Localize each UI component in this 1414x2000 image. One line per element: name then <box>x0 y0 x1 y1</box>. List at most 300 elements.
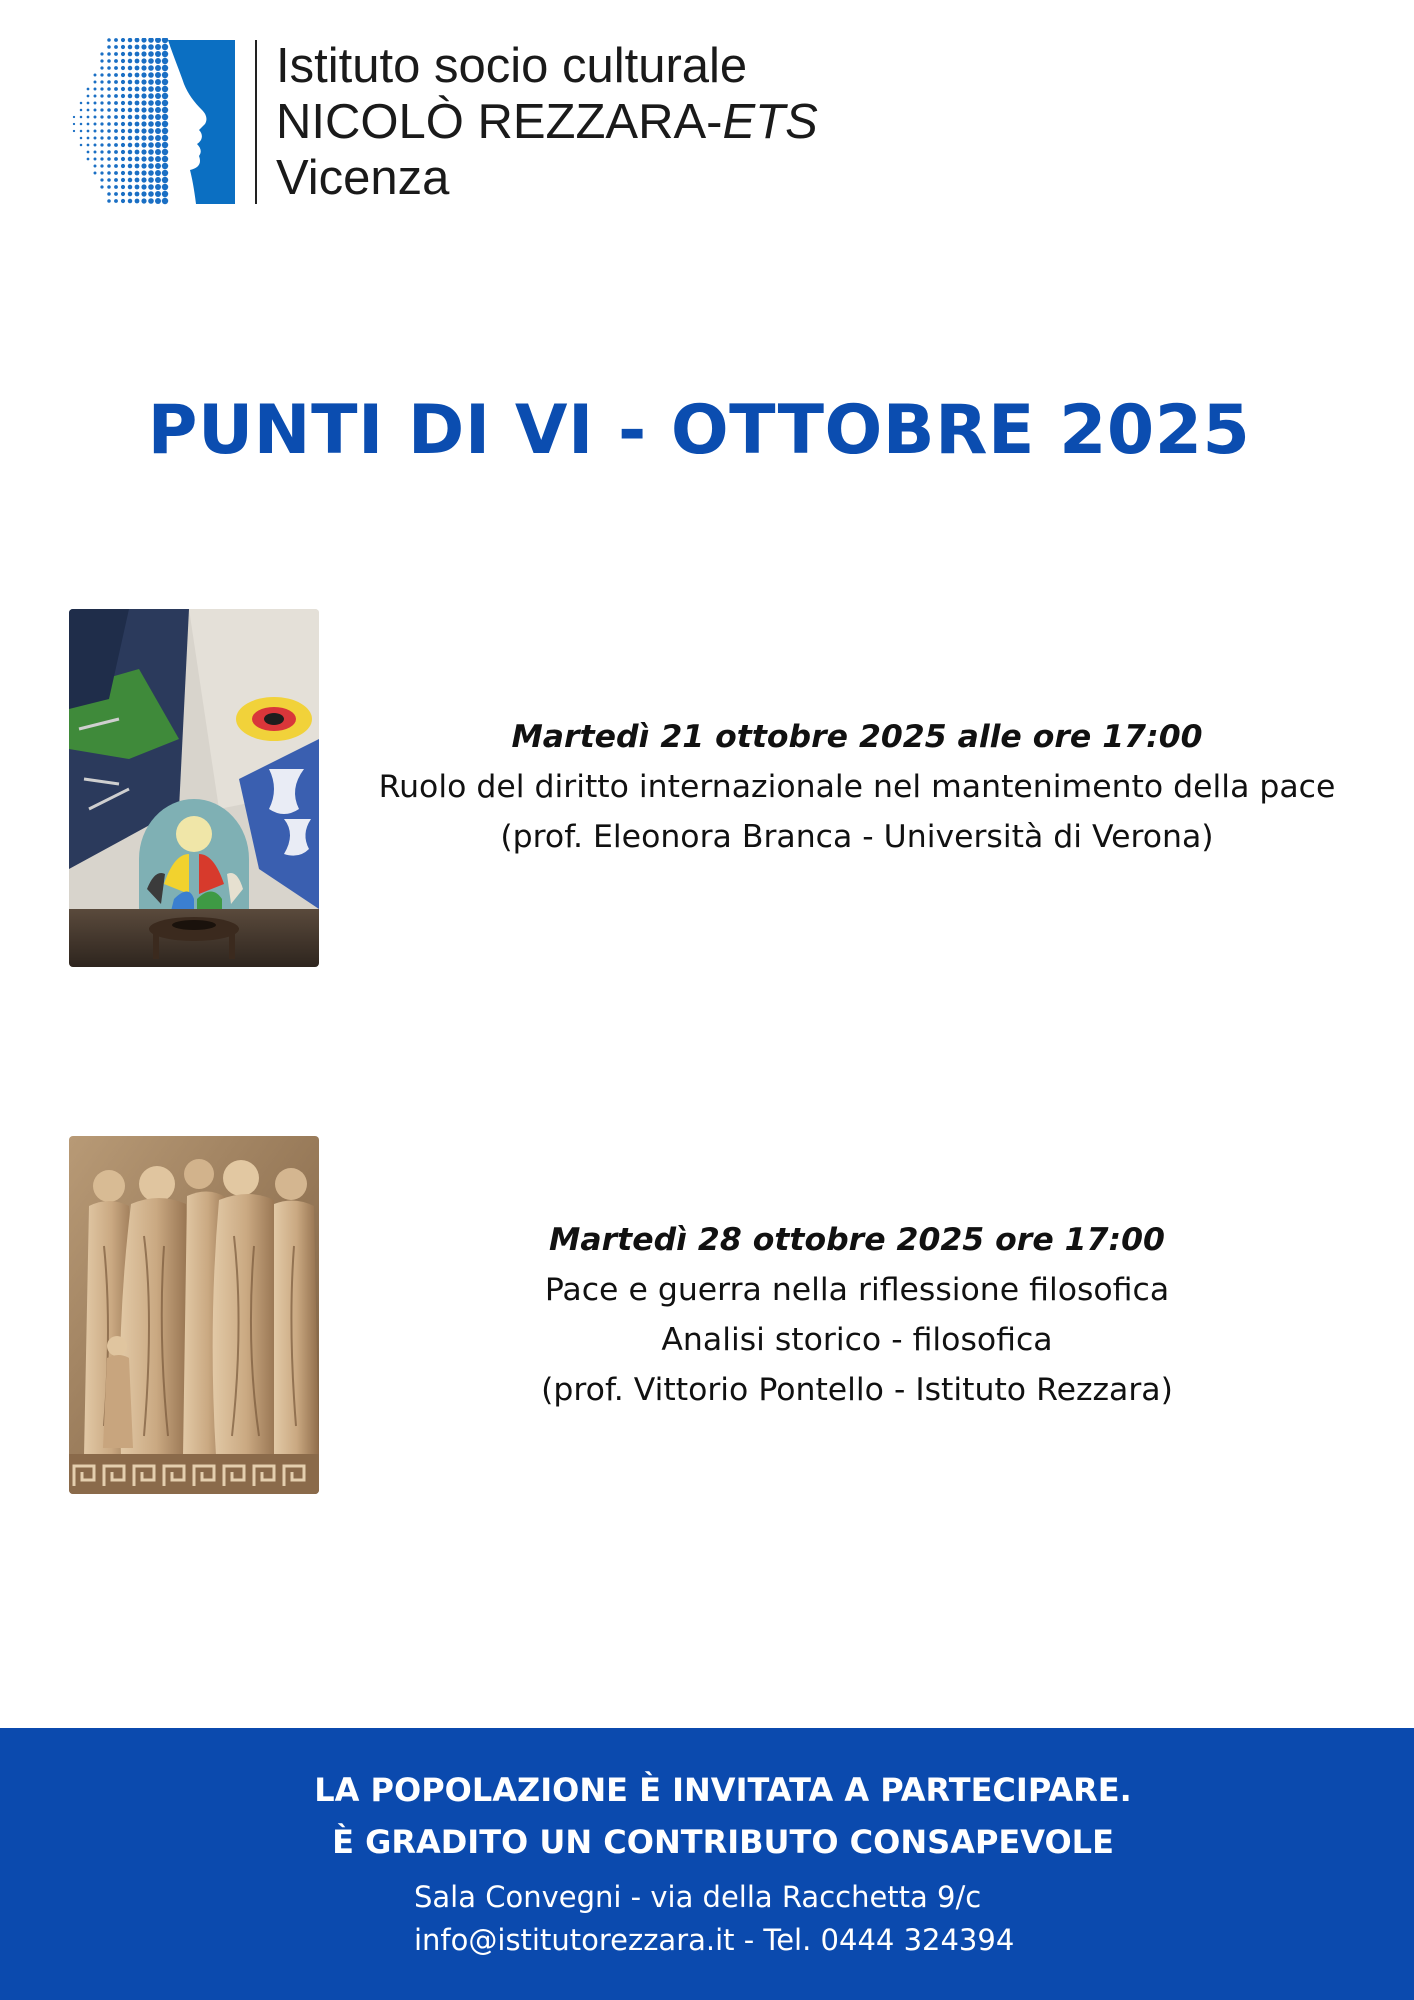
logo-dot <box>128 108 132 112</box>
logo-dot <box>155 79 161 85</box>
logo-dot <box>100 143 103 146</box>
logo-dot <box>121 59 125 63</box>
logo-wordmark <box>276 38 818 206</box>
logo-dot <box>162 135 168 141</box>
logo-dot <box>100 171 103 174</box>
logo-dot <box>121 101 125 105</box>
logo-dot <box>100 122 103 125</box>
logo-dot <box>135 52 140 57</box>
logo-dot <box>121 122 125 126</box>
logo-dot <box>135 192 140 197</box>
logo-dot <box>121 164 125 168</box>
logo-dot <box>87 123 90 126</box>
logo-dot <box>141 79 146 84</box>
logo-dot <box>73 130 75 132</box>
logo-dot <box>128 185 132 189</box>
logo-dot <box>141 65 146 70</box>
logo-dot <box>141 86 146 91</box>
logo-dot <box>155 86 161 92</box>
logo-dot <box>135 87 140 92</box>
logo-dot <box>162 149 168 155</box>
roman-relief-sculpture-icon <box>69 1136 319 1494</box>
logo-dot <box>162 170 168 176</box>
logo-dot <box>135 143 140 148</box>
logo-dot <box>162 93 168 99</box>
logo-dot <box>100 80 103 83</box>
logo-dot <box>148 184 154 190</box>
logo-dot <box>121 45 125 49</box>
logo-dot <box>162 114 168 120</box>
logo-dot <box>128 192 132 196</box>
logo-dot <box>128 136 132 140</box>
logo-dot <box>107 66 111 70</box>
logo-dot <box>135 164 140 169</box>
logo-dot <box>107 185 111 189</box>
logo-dot <box>162 100 168 106</box>
logo-dot <box>121 73 125 77</box>
logo-dot <box>162 79 168 85</box>
logo-dot <box>87 144 90 147</box>
logo-dot <box>121 171 125 175</box>
logo-dot <box>87 158 90 161</box>
logo-dot <box>148 93 154 99</box>
logo-dot <box>128 73 132 77</box>
logo-dot <box>155 72 161 78</box>
logo-dot <box>107 122 111 126</box>
logo-dot <box>114 52 118 56</box>
logo-dot <box>162 86 168 92</box>
logo-dot <box>162 51 168 57</box>
logo-dot <box>155 177 161 183</box>
logo-dot <box>114 38 118 42</box>
footer-invitation-line-1: LA POPOLAZIONE È INVITATA A PARTECIPARE. <box>314 1771 1132 1809</box>
logo-dot <box>114 143 118 147</box>
logo-dot <box>121 143 125 147</box>
logo-dot <box>155 163 161 169</box>
logo-dot <box>155 58 161 64</box>
logo-dot <box>94 144 97 147</box>
logo-dot <box>141 156 146 161</box>
logo-dot <box>80 137 83 140</box>
logo-dot <box>100 157 103 160</box>
logo-dot <box>94 151 97 154</box>
logo-dot <box>121 178 125 182</box>
logo-dot <box>100 73 103 76</box>
logo-dot <box>100 136 103 139</box>
logo-dot <box>155 149 161 155</box>
event-1-date: Martedì 21 ottobre 2025 alle ore 17:00 <box>511 719 1203 755</box>
event-2-image <box>69 1136 319 1494</box>
event-1-details <box>345 712 1369 862</box>
logo-dot <box>121 150 125 154</box>
logo-dot <box>155 198 161 204</box>
logo-dot <box>107 150 111 154</box>
footer-invitation <box>0 1764 1414 1868</box>
logo-dot <box>100 185 103 188</box>
logo-dot <box>162 177 168 183</box>
logo-dot <box>107 192 111 196</box>
logo-dot <box>80 116 83 119</box>
logo-dot <box>128 59 132 63</box>
logo-dot <box>135 59 140 64</box>
logo-dot <box>107 164 111 168</box>
logo-dot <box>80 102 83 105</box>
logo-dot <box>162 44 168 50</box>
logo-dot <box>128 45 132 49</box>
logo-dot <box>80 144 83 147</box>
logo-dot <box>114 80 118 84</box>
logo-dot <box>121 157 125 161</box>
logo-dot <box>100 129 103 132</box>
peace-chapel-mural-icon <box>69 609 319 967</box>
logo-dot <box>155 44 161 50</box>
logo-dot <box>162 38 168 43</box>
logo-dot <box>162 156 168 162</box>
logo-dot <box>148 163 154 169</box>
logo-dot <box>94 109 97 112</box>
logo-dot <box>80 109 83 112</box>
logo-dot <box>162 58 168 64</box>
logo-dot <box>128 171 132 175</box>
logo-dot <box>148 72 154 78</box>
logo-dot <box>128 164 132 168</box>
logo-dot <box>73 123 75 125</box>
logo-dot <box>135 185 140 190</box>
logo-dot <box>100 150 103 153</box>
logo-dot <box>135 178 140 183</box>
logo-line-name <box>276 94 818 150</box>
logo-dot <box>155 121 161 127</box>
logo-dot <box>94 95 97 98</box>
logo-dot <box>121 80 125 84</box>
logo-dot <box>100 94 103 97</box>
logo-dot <box>141 100 146 105</box>
logo-dot <box>155 51 161 57</box>
logo-dot <box>107 108 111 112</box>
logo-dot <box>162 128 168 134</box>
logo-dot <box>128 52 132 56</box>
logo-dot <box>148 51 154 57</box>
logo-dot <box>162 65 168 71</box>
profile-face-logo-icon <box>44 38 244 206</box>
logo-dot <box>114 87 118 91</box>
logo-dot <box>155 128 161 134</box>
footer-venue: Sala Convegni - via della Racchetta 9/c <box>414 1880 982 1914</box>
logo-dot <box>107 178 111 182</box>
footer-contacts: info@istitutorezzara.it - Tel. 0444 324394 <box>414 1923 1015 1957</box>
logo-line-city: Vicenza <box>276 151 450 205</box>
logo-dot <box>87 95 90 98</box>
logo-dot <box>135 150 140 155</box>
logo-dot <box>148 58 154 64</box>
logo-dot <box>107 45 111 49</box>
logo-dot <box>155 65 161 71</box>
logo-dot <box>114 45 118 49</box>
logo-dot <box>148 100 154 106</box>
logo-dot <box>100 52 103 55</box>
logo-dot <box>94 158 97 161</box>
logo-dot <box>114 66 118 70</box>
logo-dot <box>141 114 146 119</box>
logo-dot <box>162 163 168 169</box>
logo-dot <box>114 59 118 63</box>
logo-dot <box>87 88 90 91</box>
logo-dot <box>141 128 146 133</box>
logo-dot <box>121 136 125 140</box>
logo-dot <box>107 80 111 84</box>
logo-dot <box>121 52 125 56</box>
logo-dot <box>107 171 111 175</box>
event-2-subtitle: Analisi storico - filosofica <box>661 1322 1053 1358</box>
logo-dot <box>87 151 90 154</box>
logo-dot <box>135 122 140 127</box>
logo-dot <box>135 94 140 99</box>
logo-dot <box>87 130 90 133</box>
logo-dot <box>128 38 132 42</box>
logo-dot <box>100 101 103 104</box>
logo-dot <box>100 66 103 69</box>
logo-dot <box>148 114 154 120</box>
logo-dot <box>128 122 132 126</box>
logo-dot <box>162 72 168 78</box>
logo-dot <box>155 100 161 106</box>
logo-dot <box>121 87 125 91</box>
logo-dot <box>155 156 161 162</box>
logo-dot <box>100 59 103 62</box>
logo-dot <box>114 150 118 154</box>
logo-dot <box>155 170 161 176</box>
logo-dot <box>128 178 132 182</box>
logo-dot <box>114 115 118 119</box>
logo-dot <box>162 142 168 148</box>
logo-dot <box>135 73 140 78</box>
logo-dot <box>128 66 132 70</box>
logo-dot <box>155 191 161 197</box>
logo-dot <box>135 171 140 176</box>
logo-dot <box>87 102 90 105</box>
logo-dot <box>148 38 154 43</box>
logo-line-institute: Istituto socio culturale <box>276 39 748 93</box>
logo-dot <box>100 164 103 167</box>
institute-logo <box>44 38 844 208</box>
logo-dot <box>135 129 140 134</box>
logo-dot <box>148 156 154 162</box>
footer-invitation-line-2: È GRADITO UN CONTRIBUTO CONSAPEVOLE <box>332 1823 1114 1861</box>
event-2-date: Martedì 28 ottobre 2025 ore 17:00 <box>549 1222 1165 1258</box>
logo-dot <box>162 198 168 204</box>
logo-dot <box>128 80 132 84</box>
event-1-image <box>69 609 319 967</box>
event-2-details <box>345 1215 1369 1415</box>
logo-dot <box>107 115 111 119</box>
logo-dot <box>73 116 75 118</box>
logo-dot <box>107 136 111 140</box>
logo-dot <box>87 116 90 119</box>
logo-dot <box>121 129 125 133</box>
logo-dot <box>94 165 97 168</box>
logo-dot <box>114 122 118 126</box>
logo-dot <box>100 108 103 111</box>
logo-dot <box>121 108 125 112</box>
logo-divider <box>255 40 257 204</box>
logo-dot <box>114 108 118 112</box>
logo-dot <box>141 191 146 196</box>
logo-dot <box>114 199 118 203</box>
logo-dot <box>128 157 132 161</box>
logo-dot <box>155 38 161 43</box>
logo-dot <box>141 198 146 203</box>
event-1-topic: Ruolo del diritto internazionale nel mantenimento della pace <box>378 769 1336 805</box>
logo-dot <box>155 184 161 190</box>
logo-dot <box>107 38 111 42</box>
logo-dot <box>94 102 97 105</box>
page-title <box>0 386 1414 476</box>
logo-dot <box>107 52 111 56</box>
logo-dot <box>155 107 161 113</box>
logo-dot <box>135 66 140 71</box>
logo-dot <box>141 93 146 98</box>
logo-dot <box>148 128 154 134</box>
event-2-speaker: (prof. Vittorio Pontello - Istituto Rezzara) <box>541 1372 1173 1408</box>
logo-dot <box>135 45 140 50</box>
logo-dot <box>135 101 140 106</box>
logo-dot <box>148 149 154 155</box>
logo-dot <box>128 143 132 147</box>
logo-dot <box>128 101 132 105</box>
logo-dot <box>121 192 125 196</box>
logo-dot <box>141 177 146 182</box>
logo-dot <box>87 109 90 112</box>
logo-dot <box>155 135 161 141</box>
logo-dot <box>148 107 154 113</box>
logo-dot <box>141 44 146 49</box>
logo-dot <box>148 142 154 148</box>
logo-dot <box>114 157 118 161</box>
logo-dot <box>162 184 168 190</box>
logo-dot <box>114 178 118 182</box>
footer-banner <box>0 1728 1414 2000</box>
logo-dot <box>141 163 146 168</box>
logo-dot <box>141 121 146 126</box>
logo-dot <box>162 121 168 127</box>
logo-dot <box>148 79 154 85</box>
logo-dot <box>148 44 154 50</box>
logo-dot <box>121 66 125 70</box>
logo-dot <box>114 129 118 133</box>
logo-dot <box>121 115 125 119</box>
logo-dot <box>107 129 111 133</box>
logo-dot <box>155 142 161 148</box>
logo-dot <box>114 73 118 77</box>
logo-dot <box>107 143 111 147</box>
logo-dot <box>114 101 118 105</box>
logo-dot <box>128 87 132 91</box>
logo-dot <box>94 81 97 84</box>
logo-dot <box>87 137 90 140</box>
event-2-topic: Pace e guerra nella riflessione filosofica <box>544 1272 1170 1308</box>
logo-dot <box>162 107 168 113</box>
logo-dot <box>135 115 140 120</box>
logo-dot <box>141 72 146 77</box>
logo-dot <box>80 123 83 126</box>
logo-ets: ETS <box>722 95 818 149</box>
logo-dot <box>94 88 97 91</box>
logo-dot <box>135 136 140 141</box>
logo-dot <box>107 199 111 203</box>
logo-dot <box>114 94 118 98</box>
logo-dot <box>141 51 146 56</box>
logo-dot <box>141 107 146 112</box>
event-1-speaker: (prof. Eleonora Branca - Università di Verona) <box>500 819 1214 855</box>
logo-dot <box>114 192 118 196</box>
logo-dot <box>100 87 103 90</box>
logo-dot <box>128 94 132 98</box>
logo-dot <box>135 108 140 113</box>
logo-dot <box>121 94 125 98</box>
logo-dot <box>94 116 97 119</box>
logo-dot <box>100 115 103 118</box>
logo-dot <box>141 58 146 63</box>
logo-dot <box>121 38 125 42</box>
logo-dot <box>100 178 103 181</box>
logo-dot <box>114 171 118 175</box>
logo-dot <box>141 38 146 43</box>
logo-dot <box>121 199 125 203</box>
logo-dot <box>121 185 125 189</box>
logo-dot <box>128 115 132 119</box>
logo-name: NICOLÒ REZZARA- <box>276 95 723 149</box>
logo-dot <box>114 136 118 140</box>
logo-dot <box>155 93 161 99</box>
logo-dot <box>94 137 97 140</box>
logo-dot <box>128 150 132 154</box>
logo-dot <box>141 142 146 147</box>
logo-dot <box>128 129 132 133</box>
logo-dot <box>94 74 97 77</box>
logo-dot <box>107 59 111 63</box>
logo-dot <box>135 38 140 42</box>
logo-dot <box>107 101 111 105</box>
logo-dot <box>162 191 168 197</box>
logo-dot <box>148 65 154 71</box>
logo-dot <box>135 80 140 85</box>
logo-dot <box>128 199 132 203</box>
logo-dot <box>148 121 154 127</box>
logo-dot <box>135 199 140 204</box>
logo-dot <box>135 157 140 162</box>
logo-dot <box>94 123 97 126</box>
logo-dot <box>107 157 111 161</box>
logo-dot <box>107 94 111 98</box>
logo-dot <box>148 177 154 183</box>
page-title-text: PUNTI DI VI - OTTOBRE 2025 <box>147 391 1251 470</box>
logo-dot <box>80 130 83 133</box>
logo-dot <box>148 170 154 176</box>
logo-dot <box>141 135 146 140</box>
logo-dot <box>148 135 154 141</box>
logo-dot <box>107 73 111 77</box>
logo-dot <box>148 191 154 197</box>
logo-dot <box>148 198 154 204</box>
logo-dot <box>141 184 146 189</box>
logo-dot <box>107 87 111 91</box>
logo-dot <box>94 172 97 175</box>
logo-dot <box>114 185 118 189</box>
footer-contact-info <box>414 1876 1014 1962</box>
logo-dot <box>155 114 161 120</box>
logo-dot <box>141 170 146 175</box>
logo-dot <box>141 149 146 154</box>
